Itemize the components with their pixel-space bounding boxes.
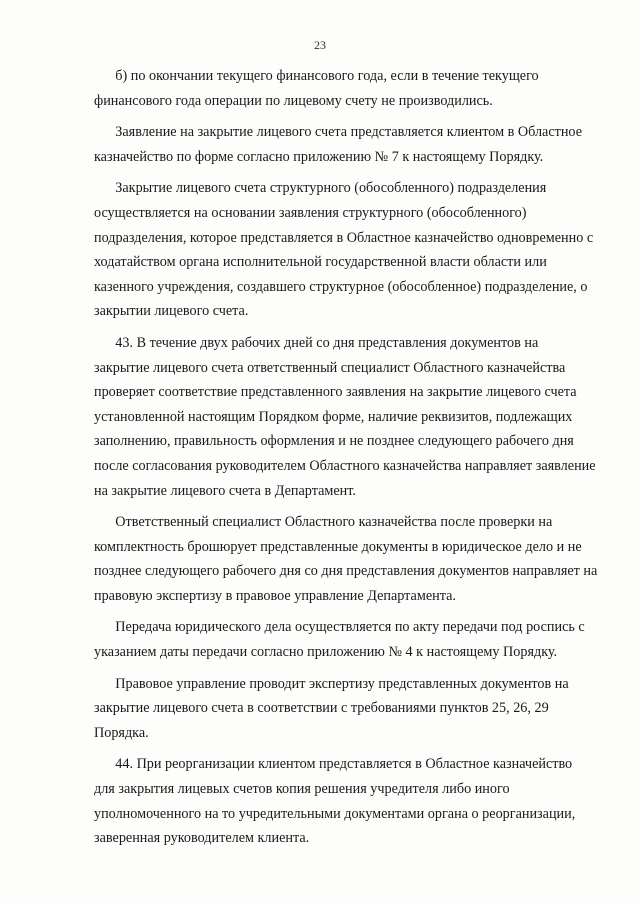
text-line: Правовое управление проводит экспертизу представленных документов на xyxy=(94,675,569,692)
text-line: казначейство по форме согласно приложению № 7 к настоящему Порядку. xyxy=(94,148,544,165)
text-line: осуществляется на основании заявления структурного (обособленного) xyxy=(94,204,527,221)
text-line: установленной настоящим Порядком форме, наличие реквизитов, подлежащих xyxy=(94,408,573,425)
text-line: б) по окончании текущего финансового года, если в течение текущего xyxy=(94,68,539,84)
paragraph xyxy=(94,176,602,324)
paragraph xyxy=(94,615,602,664)
text-line: казенного учреждения, создавшего структурное (обособленное) подразделение, о xyxy=(94,278,588,295)
text-line: комплектность брошюрует представленные документы в юридическое дело и не xyxy=(94,538,582,555)
text-line: подразделения, которое представляется в Областное казначейство одновременно с xyxy=(94,229,594,246)
page-number: 23 xyxy=(314,38,326,52)
text-line: закрытие лицевого счета ответственный специалист Областного казначейства xyxy=(94,359,566,376)
text-line: для закрытия лицевых счетов копия решения учредителя либо иного xyxy=(94,781,510,798)
text-line: финансового года операции по лицевому счету не производились. xyxy=(94,92,493,109)
text-line: позднее следующего рабочего дня со дня представления документов направляет на xyxy=(94,563,598,580)
text-line: 43. В течение двух рабочих дней со дня представления документов на xyxy=(94,334,539,351)
text-line: Закрытие лицевого счета структурного (обособленного) подразделения xyxy=(94,180,547,197)
text-line: закрытии лицевого счета. xyxy=(94,303,249,320)
paragraph xyxy=(94,672,602,746)
document-body xyxy=(94,64,602,858)
text-line: заверенная руководителем клиента. xyxy=(94,830,310,847)
paragraph xyxy=(94,64,602,113)
paragraph xyxy=(94,120,602,169)
text-line: Заявление на закрытие лицевого счета представляется клиентом в Областное xyxy=(94,124,582,141)
text-line: правовую экспертизу в правовое управление Департамента. xyxy=(94,587,456,604)
text-line: проверяет соответствие представленного заявления на закрытие лицевого счета xyxy=(94,384,577,401)
text-line: Передача юридического дела осуществляется по акту передачи под роспись с xyxy=(94,619,585,636)
text-line: 44. При реорганизации клиентом представляется в Областное казначейство xyxy=(94,756,573,773)
text-line: указанием даты передачи согласно приложению № 4 к настоящему Порядку. xyxy=(94,644,558,661)
text-line: заполнению, правильность оформления и не позднее следующего рабочего дня xyxy=(94,433,574,450)
text-line: Порядка. xyxy=(94,724,149,741)
paragraph xyxy=(94,510,602,608)
paragraph xyxy=(94,752,602,850)
text-line: ходатайством органа исполнительной государственной власти области или xyxy=(94,254,547,271)
paragraph xyxy=(94,331,602,503)
text-line: уполномоченного на то учредительными документами органа о реорганизации, xyxy=(94,805,576,822)
text-line: после согласования руководителем Областного казначейства направляет заявление xyxy=(94,457,596,474)
text-line: Ответственный специалист Областного казначейства после проверки на xyxy=(94,514,553,531)
text-line: закрытие лицевого счета в соответствии с требованиями пунктов 25, 26, 29 xyxy=(94,700,549,717)
text-line: на закрытие лицевого счета в Департамент. xyxy=(94,482,356,499)
